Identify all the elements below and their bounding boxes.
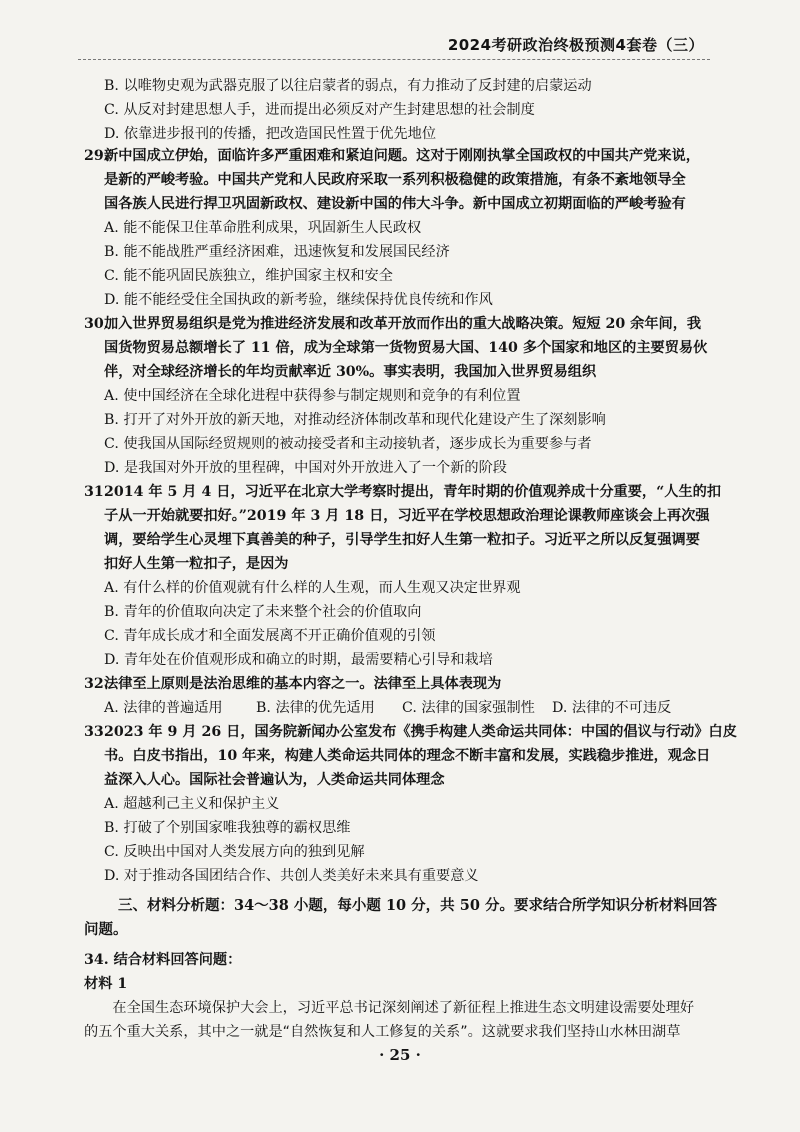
q29-option-d: D. 能不能经受住全国执政的新考验，继续保持优良传统和作风 [104,292,493,308]
q32-option-c: C. 法律的国家强制性 [402,700,535,716]
q33-option-d: D. 对于推动各国团结合作、共创人类美好未来具有重要意义 [104,868,479,884]
q29-option-c: C. 能不能巩固民族独立，维护国家主权和安全 [104,268,393,284]
section-heading-line1: 三、材料分析题：34～38 小题，每小题 10 分，共 50 分。要求结合所学知识分析材料回答 [118,897,717,914]
header-title: 2024考研政治终极预测4套卷（三） [447,36,704,54]
q32-option-d: D. 法律的不可违反 [552,700,672,716]
q33-number: 33. [84,724,109,740]
q31-stem-line1: 2014 年 5 月 4 日，习近平在北京大学考察时提出，青年时期的价值观养成十分重要，“人生的扣 [104,484,722,500]
q30-option-b: B. 打开了对外开放的新天地，对推动经济体制改革和现代化建设产生了深刻影响 [104,412,606,428]
q32-option-b: B. 法律的优先适用 [256,700,375,716]
q31-number: 31. [84,484,109,500]
q28-option-c: C. 从反对封建思想人手，进而提出必须反对产生封建思想的社会制度 [104,102,535,118]
q34-title: 34. 结合材料回答问题： [84,952,242,968]
q33-stem-line1: 2023 年 9 月 26 日，国务院新闻办公室发布《携手构建人类命运共同体：中国的倡议与行动》白皮 [104,724,737,740]
q31-stem-line3: 调，要给学生心灵埋下真善美的种子，引导学生扣好人生第一粒扣子。习近平之所以反复强调要 [104,532,700,548]
q34-paragraph-line2: 的五个重大关系，其中之一就是“自然恢复和人工修复的关系”。这就要求我们坚持山水林田湖草 [84,1024,681,1040]
q28-option-b: B. 以唯物史观为武器克服了以往启蒙者的弱点，有力推动了反封建的启蒙运动 [104,78,592,94]
q29-stem-line2: 是新的严峻考验。中国共产党和人民政府采取一系列积极稳健的政策措施，有条不紊地领导全 [104,172,686,188]
q29-option-b: B. 能不能战胜严重经济困难，迅速恢复和发展国民经济 [104,244,450,260]
q31-option-b: B. 青年的价值取向决定了未来整个社会的价值取向 [104,604,422,620]
q31-option-a: A. 有什么样的价值观就有什么样的人生观，而人生观又决定世界观 [104,580,521,596]
page-number: · 25 · [379,1046,421,1064]
q32-number: 32. [84,676,109,692]
q31-stem-line2: 子从一开始就要扣好。”2019 年 3 月 18 日，习近平在学校思想政治理论课教师座谈会上再次强 [104,508,710,524]
q33-option-c: C. 反映出中国对人类发展方向的独到见解 [104,844,365,860]
q32-option-a: A. 法律的普遍适用 [104,700,223,716]
header-divider [78,59,710,60]
q33-stem-line3: 益深入人心。国际社会普遍认为，人类命运共同体理念 [104,772,445,788]
q34-material-label: 材料 1 [84,976,128,992]
q30-stem-line2: 国货物贸易总额增长了 11 倍，成为全球第一货物贸易大国、140 多个国家和地区的主要贸易伙 [104,340,708,356]
q30-option-a: A. 使中国经济在全球化进程中获得参与制定规则和竞争的有利位置 [104,388,521,404]
q31-option-d: D. 青年处在价值观形成和确立的时期，最需要精心引导和栽培 [104,652,493,668]
q32-stem: 法律至上原则是法治思维的基本内容之一。法律至上具体表现为 [104,676,502,692]
q34-paragraph-line1: 在全国生态环境保护大会上，习近平总书记深刻阐述了新征程上推进生态文明建设需要处理好 [84,1000,695,1016]
q33-stem-line2: 书。白皮书指出，10 年来，构建人类命运共同体的理念不断丰富和发展，实践稳步推进，观念日 [104,748,711,764]
q30-stem-line3: 伴，对全球经济增长的年均贡献率近 30%。事实表明，我国加入世界贸易组织 [104,364,597,380]
q30-number: 30. [84,316,109,332]
q30-stem-line1: 加入世界贸易组织是党为推进经济发展和改革开放而作出的重大战略决策。短短 20 余年间，我 [104,316,702,332]
q31-stem-line4: 扣好人生第一粒扣子，是因为 [104,556,289,572]
section-heading-line2: 问题。 [84,921,128,938]
q29-number: 29. [84,148,109,164]
q28-option-d: D. 依靠进步报刊的传播，把改造国民性置于优先地位 [104,126,437,142]
q31-option-c: C. 青年成长成才和全面发展离不开正确价值观的引领 [104,628,436,644]
q29-option-a: A. 能不能保卫住革命胜利成果，巩固新生人民政权 [104,220,422,236]
q29-stem-line3: 国各族人民进行捍卫巩固新政权、建设新中国的伟大斗争。新中国成立初期面临的严峻考验有 [104,196,686,212]
q29-stem-line1: 新中国成立伊始，面临许多严重困难和紧迫问题。这对于刚刚执掌全国政权的中国共产党来说， [104,148,700,164]
q30-option-c: C. 使我国从国际经贸规则的被动接受者和主动接轨者，逐步成长为重要参与者 [104,436,592,452]
q30-option-d: D. 是我国对外开放的里程碑，中国对外开放进入了一个新的阶段 [104,460,507,476]
q33-option-b: B. 打破了个别国家唯我独尊的霸权思维 [104,820,351,836]
q33-option-a: A. 超越利己主义和保护主义 [104,796,280,812]
